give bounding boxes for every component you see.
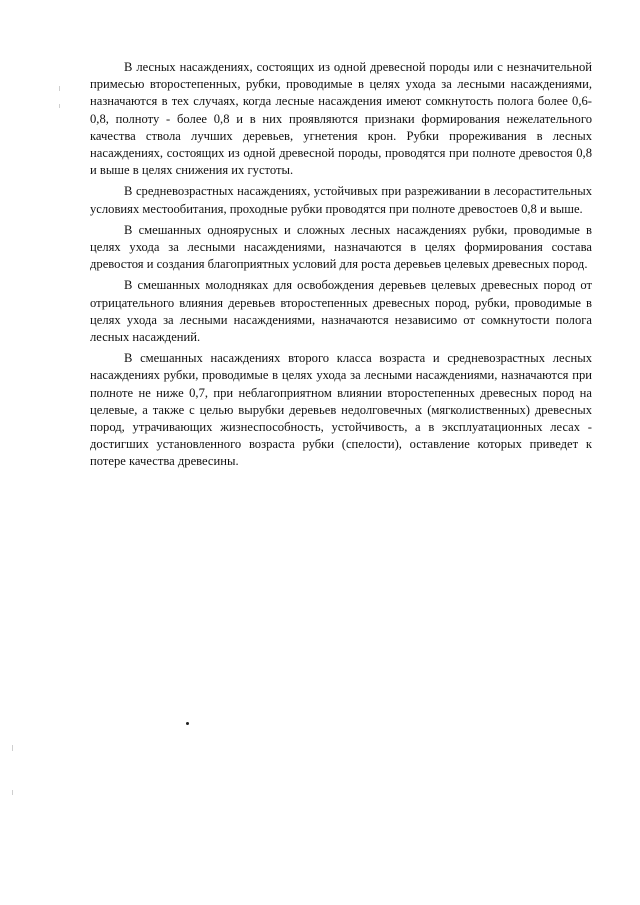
margin-mark [12, 745, 13, 751]
paragraph-mixed-young-stands: В смешанных молодняках для освобождения деревьев целевых древесных пород от отрицательного влияния деревьев второстепенных древесных пород, рубки, проводимые в целях ухода за лесными насаждениями, назначаются независимо от сомкнутости полога лесных насаждений. [90, 278, 592, 345]
margin-mark [59, 104, 60, 108]
margin-mark [59, 86, 60, 91]
document-body [90, 59, 592, 471]
paragraph-middle-aged-stands: В средневозрастных насаждениях, устойчивых при разреживании в лесорастительных условиях местообитания, проходные рубки проводятся при полноте древостоев 0,8 и выше. [90, 184, 592, 216]
stray-dot-mark [186, 722, 189, 725]
margin-mark [12, 790, 13, 795]
paragraph-mixed-single-tier-stands: В смешанных одноярусных и сложных лесных насаждениях рубки, проводимые в целях ухода за лесными насаждениями, назначаются в целях формирования состава древостоя и создания благоприятных условий для роста деревьев целевых древесных пород. [90, 222, 592, 272]
paragraph-single-species-stands: В лесных насаждениях, состоящих из одной древесной породы или с незначительной примесью второстепенных, рубки, проводимые в целях ухода за лесными насаждениями, назначаются в тех случаях, когда лесные насаждения имеют сомкнутость полога более 0,6-0,8, полноту - более 0,8 и в них проявляются признаки формирования нежелательного качества ствола лучших деревьев, угнетения крон. Рубки прореживания в лесных насаждениях, состоящих из одной древесной породы, проводятся при полноте древостоя 0,8 и выше в целях снижения их густоты. [90, 60, 592, 178]
paragraph-mixed-second-age-class: В смешанных насаждениях второго класса возраста и средневозрастных лесных насаждениях рубки, проводимые в целях ухода за лесными насаждениями, назначаются при полноте не ниже 0,7, при неблагоприятном влиянии второстепенных древесных пород на целевые, а также с целью вырубки деревьев недолговечных (мягколиственных) древесных пород, утрачивающих жизнеспособность, устойчивость, а в эксплуатационных лесах - достигших установленного возраста рубки (спелости), оставление которых приведет к потере качества древесины. [90, 351, 592, 469]
